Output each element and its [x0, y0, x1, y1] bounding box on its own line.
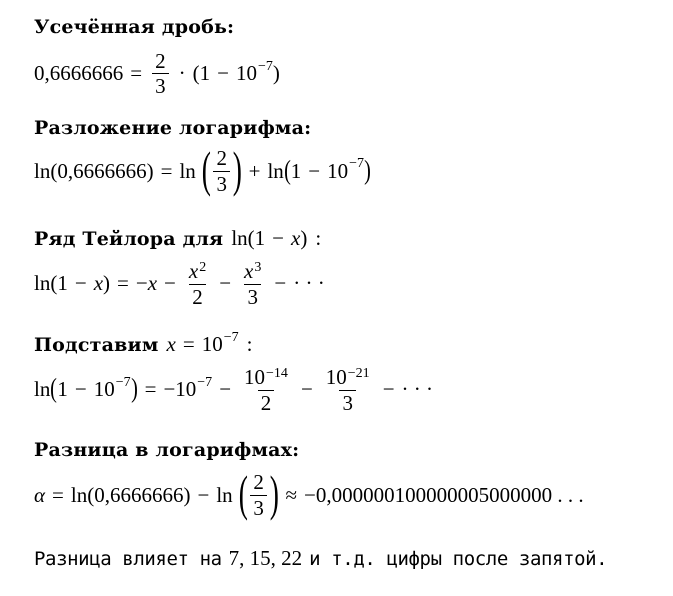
exponent: −7 — [197, 374, 213, 390]
conclusion-prefix: Разница влияет на — [34, 547, 222, 570]
decimal-value: 0,6666666 — [34, 61, 124, 86]
minus-sign: − — [197, 482, 210, 507]
heading-log-expansion — [34, 117, 311, 139]
ln-func: ln — [70, 482, 88, 507]
equals-sign: = — [160, 158, 173, 183]
equation-taylor: ln ( 1 − x ) = − x − $\frac{x^2}{2}$ − $\frac{x^3}{3}$ − · · · — [34, 259, 325, 309]
fraction-two-thirds — [213, 147, 230, 194]
fraction-x3-over-3 — [241, 260, 264, 308]
paren-open: ( — [192, 61, 200, 86]
numerator: 2 — [253, 470, 264, 495]
colon: : — [246, 332, 253, 356]
minus-sign: − — [308, 158, 321, 183]
minus-sign: − — [274, 271, 287, 296]
heading-difference — [34, 439, 299, 461]
minus-sign: − — [382, 377, 395, 402]
var-x: x — [244, 259, 254, 283]
minus-sign: − — [74, 377, 87, 402]
heading-text: Разложение логарифма: — [34, 117, 312, 139]
equation-difference: α = ln ( 0,6666666 ) − ln ( $\frac{2}{3}$ ) ≈ −0,000000100000005000000 . . . — [34, 465, 584, 521]
numerator — [241, 366, 291, 390]
colon: : — [315, 226, 322, 250]
paren-open: ( — [50, 158, 58, 183]
exponent: 3 — [254, 260, 262, 275]
paren-open: ( — [50, 373, 58, 404]
one: 1 — [199, 61, 211, 86]
minus-sign: − — [219, 271, 232, 296]
plus-sign: + — [248, 158, 261, 183]
big-paren-close: ) — [269, 465, 279, 521]
ten: 10 — [175, 377, 197, 402]
taylor-target: ln ( 1 − x ) : — [231, 226, 322, 250]
paren-close: ) — [146, 158, 154, 183]
approx-sign: ≈ — [285, 482, 297, 507]
equals-sign: = — [182, 332, 195, 356]
fraction-10e-14-over-2 — [241, 366, 291, 414]
ten: 10 — [327, 158, 349, 183]
heading-text: Усечённая дробь: — [34, 16, 235, 38]
heading-text: Подставим — [34, 333, 159, 356]
decimal-value: 0,6666666 — [94, 482, 184, 507]
minus-sign: − — [272, 226, 284, 250]
denominator: 3 — [213, 171, 230, 195]
exponent: −7 — [257, 58, 273, 74]
conclusion-suffix: и т.д. цифры после запятой. — [309, 547, 608, 570]
numerator: 2 — [155, 49, 166, 73]
minus-sign: − — [135, 271, 148, 296]
paren-close: ) — [364, 154, 371, 185]
ten: 10 — [201, 332, 223, 356]
ellipsis: · · · — [293, 271, 325, 296]
numerator — [186, 260, 209, 284]
ten: 10 — [244, 365, 266, 389]
heading-truncated-fraction — [34, 16, 234, 38]
ln-func: ln — [34, 271, 51, 296]
var-alpha: α — [34, 482, 46, 507]
ln-func: ln — [216, 482, 233, 507]
numerator — [241, 260, 264, 284]
substitution — [166, 329, 253, 357]
equation-log-expansion — [34, 141, 371, 197]
ellipsis: · · · — [401, 377, 434, 402]
exponent: 2 — [199, 260, 207, 275]
minus-sign: − — [217, 61, 229, 86]
one: 1 — [57, 271, 68, 296]
equals-sign: = — [117, 271, 129, 296]
denominator: 3 — [250, 495, 267, 519]
minus-sign: − — [74, 271, 87, 296]
denominator: 3 — [339, 390, 356, 414]
fraction-two-thirds — [250, 471, 267, 518]
exponent: −7 — [223, 329, 239, 345]
heading-text: Ряд Тейлора для — [34, 227, 224, 250]
minus-sign: − — [164, 271, 176, 296]
ln-func: ln — [267, 158, 284, 183]
ten: 10 — [235, 61, 257, 86]
decimal-value: 0,6666666 — [57, 158, 147, 183]
denominator: 2 — [189, 284, 206, 308]
one: 1 — [57, 377, 68, 402]
ten: 10 — [325, 365, 347, 389]
fraction-two-thirds — [152, 50, 169, 97]
var-x: x — [147, 271, 158, 296]
equals-sign: = — [130, 61, 143, 86]
numerator — [323, 366, 373, 390]
equals-sign: = — [144, 377, 157, 402]
numerator: 2 — [216, 146, 227, 171]
exponent: −14 — [266, 366, 288, 381]
one: 1 — [290, 158, 302, 183]
big-paren-open: ( — [201, 141, 211, 197]
var-x: x — [93, 271, 104, 296]
minus-sign: − — [163, 377, 176, 402]
ln-func: ln — [179, 158, 196, 183]
var-x: x — [166, 332, 176, 356]
equation-substituted — [34, 366, 433, 414]
paren-open: ( — [283, 154, 291, 185]
dot-operator: · — [178, 61, 186, 86]
equation-truncated-fraction — [34, 50, 280, 97]
minus-sign: − — [300, 377, 313, 402]
minus-sign: − — [219, 377, 232, 402]
paren-close: ) — [272, 61, 280, 86]
fraction-10e-21-over-3 — [323, 366, 373, 414]
ten: 10 — [93, 377, 115, 402]
exponent: −7 — [115, 374, 131, 390]
var-x: x — [188, 259, 199, 283]
big-paren-open: ( — [238, 465, 248, 521]
exponent: −7 — [349, 156, 365, 171]
one: 1 — [254, 226, 266, 250]
denominator: 3 — [244, 284, 261, 308]
conclusion-line — [34, 546, 607, 571]
big-paren-close: ) — [232, 141, 242, 197]
denominator: 3 — [152, 73, 169, 97]
heading-substitute — [34, 329, 253, 357]
ln-func: ln — [34, 158, 51, 183]
paren-close: ) — [130, 373, 138, 404]
heading-taylor — [34, 226, 321, 251]
denominator: 2 — [258, 390, 275, 414]
ln-func: ln — [34, 377, 51, 402]
exponent: −21 — [347, 366, 370, 381]
approx-value: −0,000000100000005000000 . . . — [304, 482, 584, 507]
fraction-x2-over-2 — [186, 260, 209, 308]
digit-positions: 7, 15, 22 — [228, 546, 303, 570]
heading-text: Разница в логарифмах: — [34, 439, 300, 461]
equals-sign: = — [52, 482, 64, 507]
ln-func: ln — [231, 226, 248, 250]
var-x: x — [291, 226, 301, 250]
